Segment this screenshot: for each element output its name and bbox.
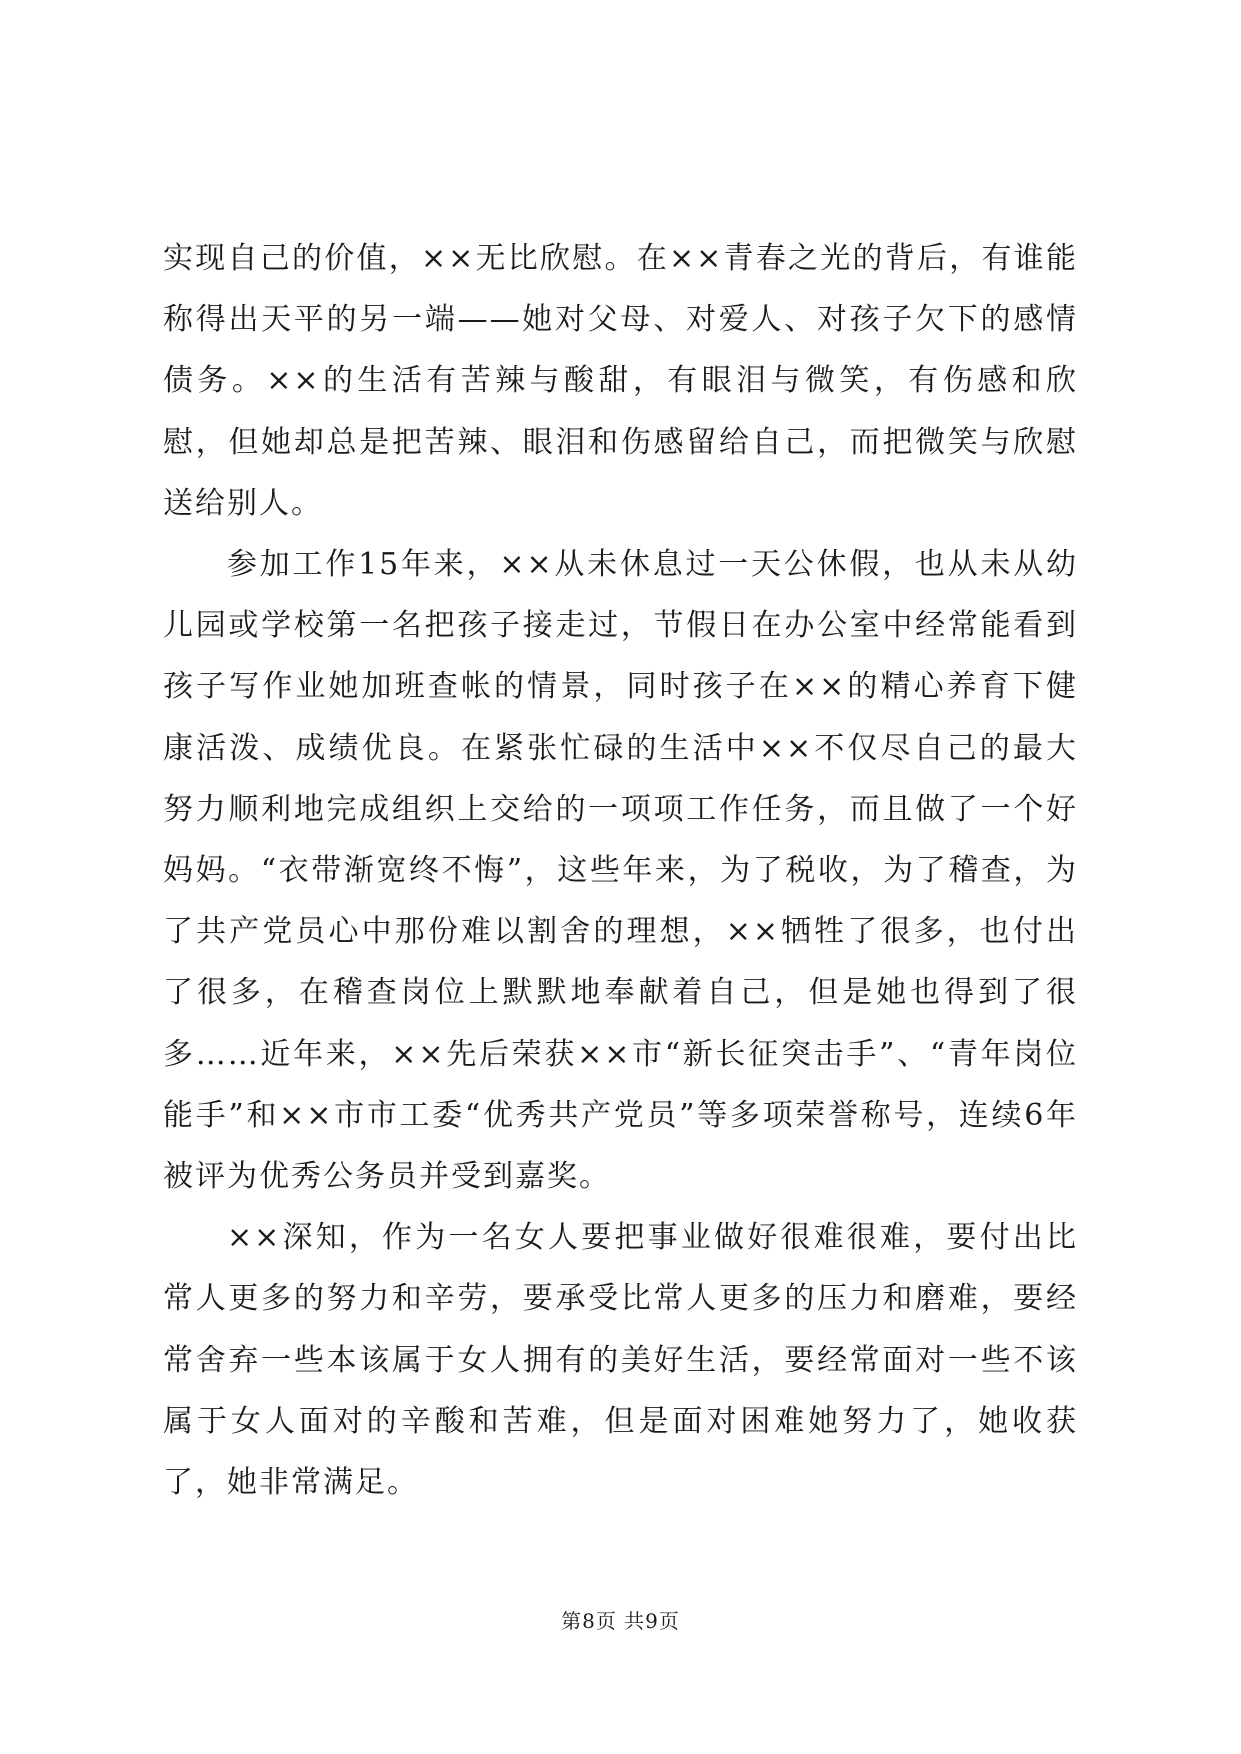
- paragraph-work-years: 参加工作15年来，××从未休息过一天公休假，也从未从幼儿园或学校第一名把孩子接走过，节假日在办公室中经常能看到孩子写作业她加班查帐的情景，同时孩子在××的精心养育下健康活泼、成绩优良。在紧张忙碌的生活中××不仅尽自己的最大努力顺利地完成组织上交给的一项项工作任务，而且做了一个好妈妈。“衣带渐宽终不悔”，这些年来，为了税收，为了稽查，为了共产党员心中那份难以割舍的理想，××牺牲了很多，也付出了很多，在稽查岗位上默默地奉献着自己，但是她也得到了很多……近年来，××先后荣获××市“新长征突击手”、“青年岗位能手”和××市市工委“优秀共产党员”等多项荣誉称号，连续6年被评为优秀公务员并受到嘉奖。: [163, 547, 1078, 1195]
- paragraph-continuation: 实现自己的价值，××无比欣慰。在××青春之光的背后，有谁能称得出天平的另一端——她对父母、对爱人、对孩子欠下的感情债务。××的生活有苦辣与酸甜，有眼泪与微笑，有伤感和欣慰，但她却总是把苦辣、眼泪和伤感留给自己，而把微笑与欣慰送给别人。: [163, 241, 1078, 521]
- paragraph-conclusion: ××深知，作为一名女人要把事业做好很难很难，要付出比常人更多的努力和辛劳，要承受比常人更多的压力和磨难，要经常舍弃一些本该属于女人拥有的美好生活，要经常面对一些不该属于女人面对的辛酸和苦难，但是面对困难她努力了，她收获了，她非常满足。: [163, 1220, 1078, 1501]
- page-footer: 第8页 共9页: [561, 1609, 680, 1633]
- document-body: [163, 228, 1078, 1513]
